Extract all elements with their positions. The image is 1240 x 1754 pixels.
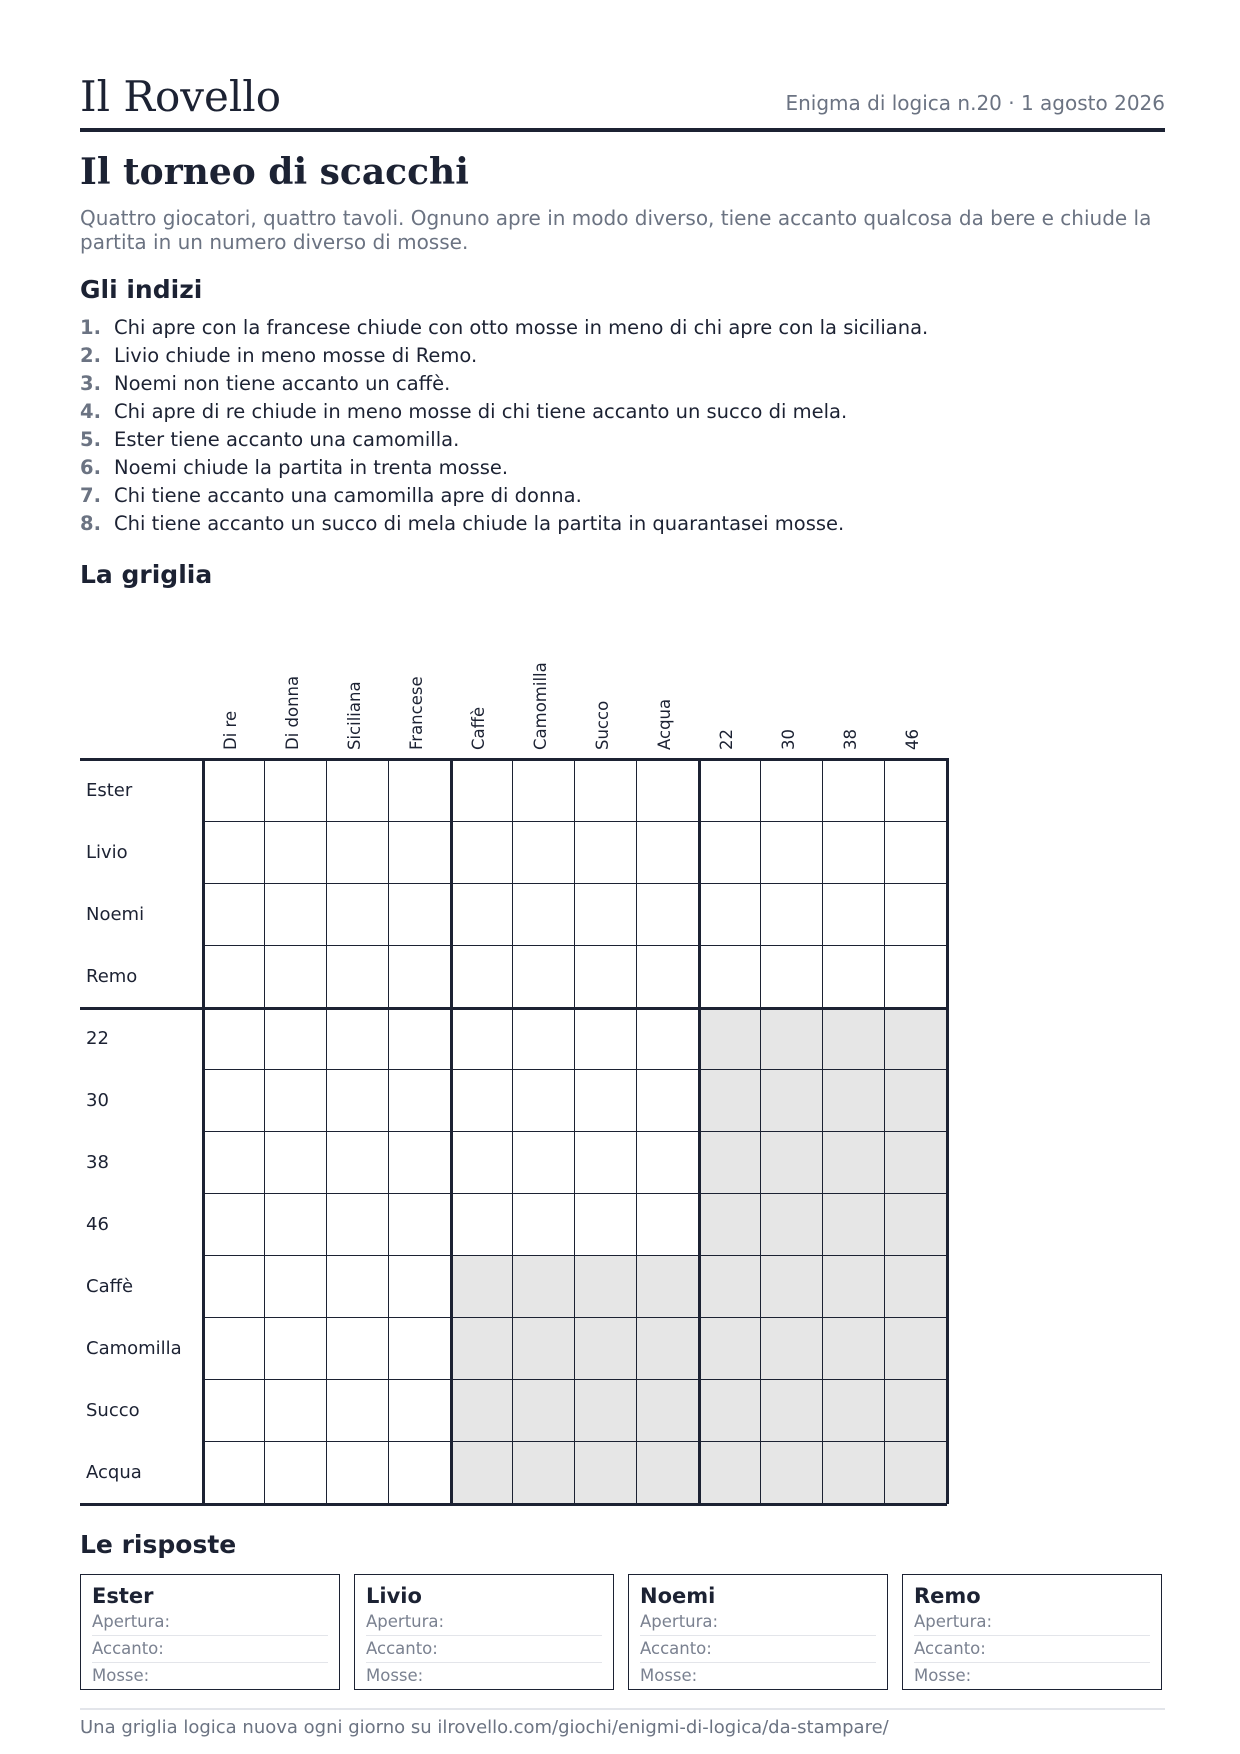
clue-text: Livio chiude in meno mosse di Remo. <box>114 344 478 367</box>
clue-text: Chi apre di re chiude in meno mosse di chi tiene accanto un succo di mela. <box>114 400 848 423</box>
grid-cell-blocked <box>761 1318 823 1380</box>
grid-cell[interactable] <box>451 884 513 946</box>
grid-cell[interactable] <box>265 1008 327 1070</box>
clue-number: 6. <box>80 456 101 479</box>
grid-column-label: Siciliana <box>345 681 364 750</box>
grid-cell[interactable] <box>699 760 761 822</box>
clue-text: Noemi chiude la partita in trenta mosse. <box>114 456 509 479</box>
grid-cell-blocked <box>885 1194 947 1256</box>
grid-heading: La griglia <box>80 560 213 589</box>
grid-column-header <box>265 650 327 758</box>
grid-cell-blocked <box>761 1132 823 1194</box>
grid-cell[interactable] <box>637 1132 699 1194</box>
answer-player-name: Noemi <box>640 1584 716 1608</box>
grid-cell[interactable] <box>327 1256 389 1318</box>
grid-column-header <box>575 650 637 758</box>
grid-cell[interactable] <box>389 1008 451 1070</box>
clue-number: 2. <box>80 344 101 367</box>
grid-cell[interactable] <box>265 1442 327 1504</box>
answer-field[interactable]: Apertura: <box>914 1609 1150 1636</box>
grid-column-header <box>203 650 265 758</box>
answer-field[interactable]: Mosse: <box>914 1666 972 1685</box>
answer-field[interactable]: Mosse: <box>92 1666 150 1685</box>
clues-list <box>80 314 1165 538</box>
grid-cell[interactable] <box>327 1132 389 1194</box>
grid-cell-blocked <box>575 1442 637 1504</box>
clue-text: Ester tiene accanto una camomilla. <box>114 428 460 451</box>
grid-row-label: 46 <box>86 1214 109 1235</box>
clue-item <box>80 342 1165 370</box>
grid-cell[interactable] <box>203 1070 265 1132</box>
grid-cell[interactable] <box>327 760 389 822</box>
grid-cell[interactable] <box>637 1008 699 1070</box>
grid-cell-blocked <box>823 1070 885 1132</box>
grid-column-label: Succo <box>593 700 612 750</box>
grid-cell-blocked <box>575 1318 637 1380</box>
grid-divider-line <box>450 758 453 1504</box>
grid-row-label: 38 <box>86 1152 109 1173</box>
grid-cell[interactable] <box>637 822 699 884</box>
grid-cell-blocked <box>885 1132 947 1194</box>
clue-text: Chi tiene accanto un succo di mela chiude la partita in quarantasei mosse. <box>114 512 845 535</box>
grid-cell-blocked <box>451 1380 513 1442</box>
answer-field[interactable]: Accanto: <box>92 1636 328 1663</box>
answer-field[interactable]: Mosse: <box>366 1666 424 1685</box>
grid-cell[interactable] <box>389 1070 451 1132</box>
grid-cell-blocked <box>823 1380 885 1442</box>
answer-field[interactable]: Mosse: <box>640 1666 698 1685</box>
grid-column-header <box>451 650 513 758</box>
grid-column-label: Di donna <box>283 675 302 750</box>
grid-cell[interactable] <box>265 884 327 946</box>
grid-cell[interactable] <box>389 1318 451 1380</box>
grid-cell[interactable] <box>451 946 513 1008</box>
grid-row-label: Caffè <box>86 1276 134 1297</box>
grid-cell-blocked <box>761 1194 823 1256</box>
grid-cell[interactable] <box>327 1008 389 1070</box>
grid-row-label: 30 <box>86 1090 109 1111</box>
grid-cell[interactable] <box>265 1070 327 1132</box>
answer-field[interactable]: Accanto: <box>640 1636 876 1663</box>
grid-cell[interactable] <box>761 822 823 884</box>
grid-cell-blocked <box>575 1380 637 1442</box>
clue-text: Chi tiene accanto una camomilla apre di donna. <box>114 484 582 507</box>
grid-cell-blocked <box>885 1318 947 1380</box>
grid-cell[interactable] <box>451 1008 513 1070</box>
grid-cell-blocked <box>513 1442 575 1504</box>
grid-cell[interactable] <box>203 946 265 1008</box>
grid-divider-line <box>698 758 701 1504</box>
grid-cell-blocked <box>885 1256 947 1318</box>
grid-cell[interactable] <box>265 1194 327 1256</box>
clue-text: Noemi non tiene accanto un caffè. <box>114 372 451 395</box>
grid-cell[interactable] <box>513 1008 575 1070</box>
grid-cell[interactable] <box>513 822 575 884</box>
grid-cell[interactable] <box>327 822 389 884</box>
grid-row-label: Noemi <box>86 904 145 925</box>
grid-cell[interactable] <box>389 1380 451 1442</box>
grid-cell-blocked <box>699 1070 761 1132</box>
answer-card <box>902 1574 1162 1690</box>
grid-cell[interactable] <box>513 1132 575 1194</box>
grid-cell[interactable] <box>389 884 451 946</box>
grid-column-label: Camomilla <box>531 662 550 750</box>
grid-cell-blocked <box>761 1442 823 1504</box>
grid-cell-blocked <box>637 1442 699 1504</box>
grid-cell[interactable] <box>203 1318 265 1380</box>
grid-cell-blocked <box>761 1070 823 1132</box>
grid-cell[interactable] <box>513 760 575 822</box>
masthead <box>80 72 1165 132</box>
grid-column-header <box>885 650 947 758</box>
grid-column-label: 38 <box>841 729 860 750</box>
grid-cell[interactable] <box>265 1318 327 1380</box>
grid-cell[interactable] <box>823 884 885 946</box>
grid-cell[interactable] <box>575 1008 637 1070</box>
grid-cell[interactable] <box>575 1194 637 1256</box>
grid-cell[interactable] <box>203 1442 265 1504</box>
grid-cell[interactable] <box>203 1380 265 1442</box>
grid-cell-blocked <box>451 1256 513 1318</box>
grid-row-label: Ester <box>86 780 133 801</box>
grid-cell[interactable] <box>761 946 823 1008</box>
answer-field[interactable]: Accanto: <box>914 1636 1150 1663</box>
answers-section <box>80 1574 1165 1690</box>
grid-cell-blocked <box>699 1318 761 1380</box>
clue-item <box>80 398 1165 426</box>
grid-row-label: Livio <box>86 842 128 863</box>
footer-note: Una griglia logica nuova ogni giorno su ilrovello.com/giochi/enigmi-di-logica/da-stampare/ <box>80 1708 1165 1740</box>
answer-player-name: Ester <box>92 1584 154 1608</box>
grid-row-label: Acqua <box>86 1462 142 1483</box>
clue-item <box>80 482 1165 510</box>
grid-cell[interactable] <box>575 1070 637 1132</box>
grid-cell[interactable] <box>265 760 327 822</box>
grid-column-header <box>513 650 575 758</box>
grid-cell[interactable] <box>451 822 513 884</box>
brand-logo-text: Il Rovello <box>80 72 282 121</box>
grid-cell[interactable] <box>823 946 885 1008</box>
grid-cell-blocked <box>823 1194 885 1256</box>
grid-cell-blocked <box>637 1318 699 1380</box>
grid-cell-blocked <box>823 1132 885 1194</box>
clue-text: Chi apre con la francese chiude con otto mosse in meno di chi apre con la siciliana. <box>114 316 929 339</box>
grid-cell[interactable] <box>451 1070 513 1132</box>
grid-cell-blocked <box>513 1256 575 1318</box>
clue-item <box>80 314 1165 342</box>
grid-column-header <box>389 650 451 758</box>
grid-cell-blocked <box>823 1318 885 1380</box>
grid-cell-blocked <box>823 1442 885 1504</box>
grid-cell[interactable] <box>203 884 265 946</box>
grid-row-label: Camomilla <box>86 1338 182 1359</box>
grid-cell-blocked <box>575 1256 637 1318</box>
grid-cell[interactable] <box>389 760 451 822</box>
grid-cell[interactable] <box>389 1442 451 1504</box>
grid-cell-blocked <box>885 1070 947 1132</box>
grid-divider-line <box>80 1007 947 1010</box>
grid-cell[interactable] <box>203 1194 265 1256</box>
grid-column-header <box>699 650 761 758</box>
grid-cell-blocked <box>823 1008 885 1070</box>
grid-cell[interactable] <box>699 946 761 1008</box>
grid-row-label: Remo <box>86 966 138 987</box>
grid-cell[interactable] <box>389 822 451 884</box>
grid-cell[interactable] <box>327 1318 389 1380</box>
grid-cell[interactable] <box>575 822 637 884</box>
grid-cell-blocked <box>885 1442 947 1504</box>
grid-cell[interactable] <box>513 884 575 946</box>
answer-field[interactable]: Apertura: <box>92 1609 328 1636</box>
clue-number: 4. <box>80 400 101 423</box>
grid-cell[interactable] <box>327 946 389 1008</box>
grid-cell[interactable] <box>451 1132 513 1194</box>
grid-cell[interactable] <box>265 1132 327 1194</box>
grid-column-header <box>637 650 699 758</box>
grid-cell[interactable] <box>699 822 761 884</box>
grid-cell[interactable] <box>513 1194 575 1256</box>
grid-cell-blocked <box>699 1380 761 1442</box>
grid-cell[interactable] <box>761 760 823 822</box>
grid-cell[interactable] <box>389 946 451 1008</box>
grid-cell[interactable] <box>203 822 265 884</box>
grid-cell-blocked <box>699 1194 761 1256</box>
puzzle-title: Il torneo di scacchi <box>80 151 469 193</box>
grid-cell[interactable] <box>389 1256 451 1318</box>
grid-cell[interactable] <box>327 1442 389 1504</box>
grid-divider-line <box>202 758 205 1504</box>
grid-row-label: 22 <box>86 1028 109 1049</box>
grid-cell[interactable] <box>265 1256 327 1318</box>
clue-item <box>80 426 1165 454</box>
grid-cell[interactable] <box>885 884 947 946</box>
answer-field[interactable]: Accanto: <box>366 1636 602 1663</box>
grid-cell-blocked <box>637 1380 699 1442</box>
puzzle-intro: Quattro giocatori, quattro tavoli. Ognuno apre in modo diverso, tiene accanto qualcosa da bere e chiude la partita in un numero diverso di mosse. <box>80 206 1152 254</box>
grid-divider-line <box>80 1503 947 1506</box>
grid-cell[interactable] <box>637 1194 699 1256</box>
grid-cell[interactable] <box>389 1132 451 1194</box>
grid-cell-blocked <box>699 1132 761 1194</box>
grid-cell[interactable] <box>823 760 885 822</box>
grid-cell[interactable] <box>203 760 265 822</box>
grid-cell[interactable] <box>265 822 327 884</box>
answer-player-name: Livio <box>366 1584 422 1608</box>
grid-cell-blocked <box>513 1318 575 1380</box>
grid-cell-blocked <box>761 1008 823 1070</box>
grid-cell-blocked <box>699 1008 761 1070</box>
grid-cell-blocked <box>885 1380 947 1442</box>
grid-cell-blocked <box>761 1380 823 1442</box>
grid-cell[interactable] <box>265 946 327 1008</box>
grid-cell-blocked <box>513 1380 575 1442</box>
grid-cell[interactable] <box>699 884 761 946</box>
grid-cell[interactable] <box>327 884 389 946</box>
grid-column-label: Francese <box>407 676 426 750</box>
logic-grid <box>80 650 952 1510</box>
grid-column-label: Di re <box>221 710 240 750</box>
grid-cell[interactable] <box>885 822 947 884</box>
answer-card <box>354 1574 614 1690</box>
answer-card <box>80 1574 340 1690</box>
grid-cell[interactable] <box>575 946 637 1008</box>
clue-item <box>80 370 1165 398</box>
grid-cell[interactable] <box>575 884 637 946</box>
grid-cell[interactable] <box>327 1380 389 1442</box>
edition-info: Enigma di logica n.20 · 1 agosto 2026 <box>785 91 1165 115</box>
grid-cell[interactable] <box>203 1132 265 1194</box>
grid-column-label: 22 <box>717 729 736 750</box>
grid-column-header <box>761 650 823 758</box>
grid-cell-blocked <box>451 1318 513 1380</box>
clues-heading: Gli indizi <box>80 275 203 304</box>
grid-cell[interactable] <box>327 1070 389 1132</box>
grid-cell[interactable] <box>513 1070 575 1132</box>
grid-column-header <box>823 650 885 758</box>
grid-cell-blocked <box>885 1008 947 1070</box>
answer-card <box>628 1574 888 1690</box>
grid-column-label: Caffè <box>469 706 488 750</box>
grid-cell[interactable] <box>575 760 637 822</box>
grid-cell[interactable] <box>575 1132 637 1194</box>
grid-cell[interactable] <box>637 1070 699 1132</box>
grid-cell-blocked <box>699 1442 761 1504</box>
answer-field[interactable]: Apertura: <box>640 1609 876 1636</box>
answer-field[interactable]: Apertura: <box>366 1609 602 1636</box>
clue-item <box>80 510 1165 538</box>
grid-cell[interactable] <box>451 1194 513 1256</box>
clue-number: 3. <box>80 372 101 395</box>
grid-cell[interactable] <box>451 760 513 822</box>
grid-cell[interactable] <box>265 1380 327 1442</box>
grid-cell[interactable] <box>637 760 699 822</box>
answer-player-name: Remo <box>914 1584 981 1608</box>
clue-number: 7. <box>80 484 101 507</box>
grid-cell[interactable] <box>761 884 823 946</box>
grid-cell[interactable] <box>513 946 575 1008</box>
grid-cell[interactable] <box>203 1008 265 1070</box>
answers-heading: Le risposte <box>80 1530 237 1559</box>
grid-cell-blocked <box>823 1256 885 1318</box>
grid-cell[interactable] <box>389 1194 451 1256</box>
grid-row-label: Succo <box>86 1400 140 1421</box>
grid-cell-blocked <box>761 1256 823 1318</box>
clue-number: 1. <box>80 316 101 339</box>
grid-cell-blocked <box>637 1256 699 1318</box>
grid-cell[interactable] <box>637 946 699 1008</box>
grid-column-label: 30 <box>779 729 798 750</box>
grid-column-label: 46 <box>903 729 922 750</box>
grid-cell-blocked <box>699 1256 761 1318</box>
grid-cell[interactable] <box>327 1194 389 1256</box>
grid-cell[interactable] <box>885 946 947 1008</box>
grid-column-header <box>327 650 389 758</box>
grid-divider-line <box>946 758 949 1504</box>
clue-item <box>80 454 1165 482</box>
grid-cell[interactable] <box>637 884 699 946</box>
grid-cell[interactable] <box>823 822 885 884</box>
clue-number: 5. <box>80 428 101 451</box>
clue-number: 8. <box>80 512 101 535</box>
grid-cell[interactable] <box>885 760 947 822</box>
grid-cell[interactable] <box>203 1256 265 1318</box>
grid-cell-blocked <box>451 1442 513 1504</box>
grid-divider-line <box>80 758 947 761</box>
grid-column-label: Acqua <box>655 698 674 750</box>
puzzle-page <box>80 0 1165 1754</box>
